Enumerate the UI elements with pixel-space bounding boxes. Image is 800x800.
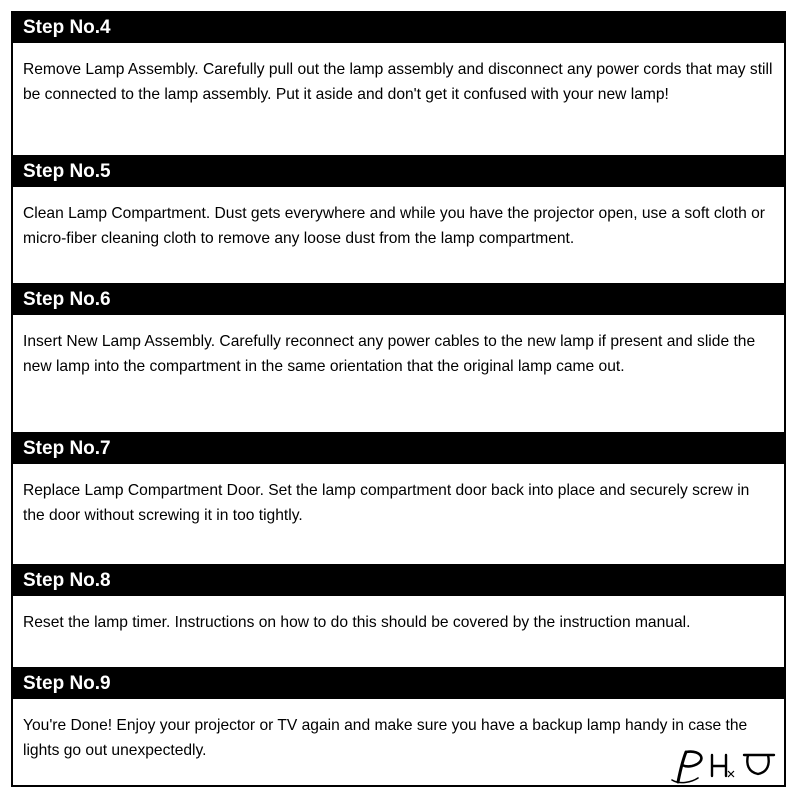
step-description: Remove Lamp Assembly. Carefully pull out the lamp assembly and disconnect any power cords that may still be connected to the lamp assembly. Put it aside and don't get it confused with your new lamp! — [23, 61, 773, 103]
step-description: Insert New Lamp Assembly. Carefully reconnect any power cables to the new lamp if present and slide the new lamp into the compartment in the same orientation that the original lamp came out. — [23, 333, 756, 375]
step-header: Step No.7 — [11, 432, 786, 464]
step-header: Step No.9 — [11, 667, 786, 699]
step-section-7 — [11, 432, 786, 528]
step-section-4 — [11, 11, 786, 107]
step-section-8 — [11, 564, 786, 635]
step-header: Step No.6 — [11, 283, 786, 315]
step-header: Step No.4 — [11, 11, 786, 43]
step-description: You're Done! Enjoy your projector or TV again and make sure you have a backup lamp handy in case the lights go out unexpectedly. — [23, 717, 748, 759]
step-section-5 — [11, 155, 786, 251]
step-header: Step No.8 — [11, 564, 786, 596]
step-description: Reset the lamp timer. Instructions on how to do this should be covered by the instruction manual. — [23, 614, 691, 631]
step-header: Step No.5 — [11, 155, 786, 187]
step-description: Replace Lamp Compartment Door. Set the lamp compartment door back into place and securely screw in the door without screwing it in too tightly. — [23, 482, 750, 524]
brand-logo — [668, 746, 780, 786]
step-description: Clean Lamp Compartment. Dust gets everywhere and while you have the projector open, use a soft cloth or micro-fiber cleaning cloth to remove any loose dust from the lamp compartment. — [23, 205, 765, 247]
step-section-6 — [11, 283, 786, 379]
